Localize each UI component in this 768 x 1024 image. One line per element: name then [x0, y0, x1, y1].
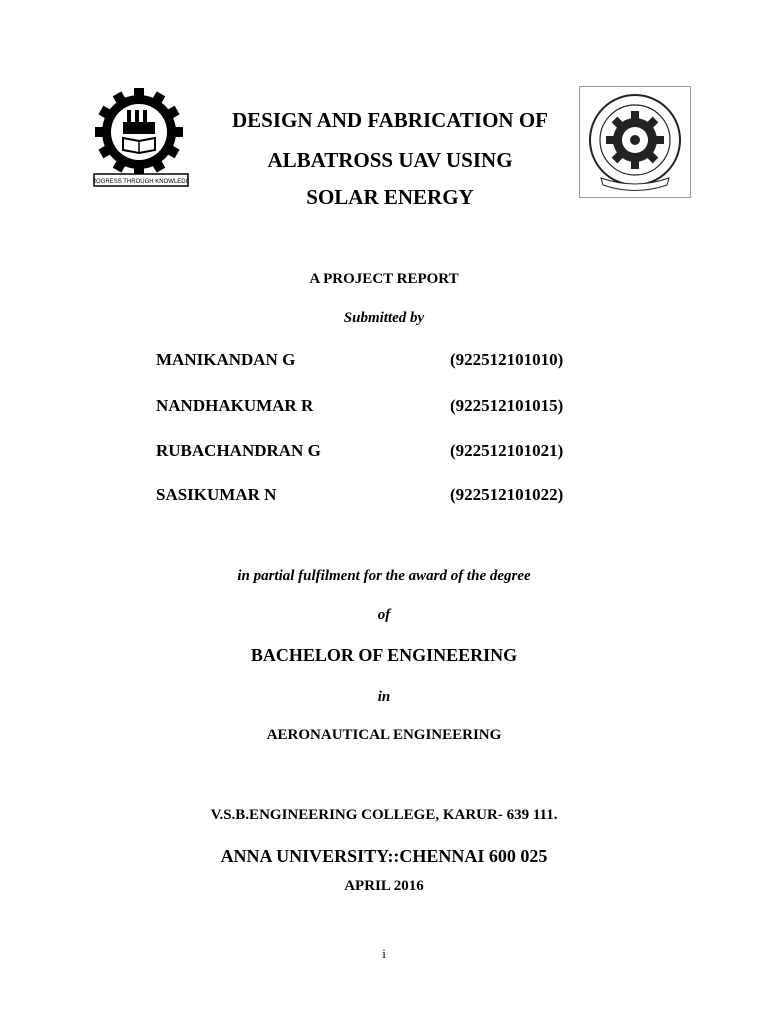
report-title-line-3: SOLAR ENERGY [306, 185, 474, 209]
report-title-line-1: DESIGN AND FABRICATION OF [231, 108, 548, 132]
fulfilment-statement: in partial fulfilment for the award of the degree [237, 568, 531, 584]
report-type: A PROJECT REPORT [309, 271, 459, 287]
report-title-line-2: ALBATROSS UAV USING [267, 148, 513, 172]
student-register-number: (922512101021) [450, 441, 564, 460]
submitted-by-label: Submitted by [343, 310, 425, 326]
student-register-number: (922512101010) [450, 350, 564, 369]
anna-university-logo [93, 88, 189, 188]
university-name: ANNA UNIVERSITY::CHENNAI 600 025 [220, 846, 548, 866]
anna-university-motto: PROGRESS THROUGH KNOWLEDGE [93, 179, 189, 185]
student-name: RUBACHANDRAN G [156, 441, 321, 460]
student-register-number: (922512101015) [450, 396, 564, 415]
student-name: NANDHAKUMAR R [156, 396, 314, 415]
page-number: i [382, 946, 386, 961]
student-register-number: (922512101022) [450, 485, 564, 504]
degree-name: BACHELOR OF ENGINEERING [250, 645, 518, 665]
in-label: in [377, 689, 391, 705]
college-address: V.S.B.ENGINEERING COLLEGE, KARUR- 639 111. [210, 807, 558, 823]
of-label: of [377, 607, 391, 623]
department-name: AERONAUTICAL ENGINEERING [266, 727, 502, 743]
student-name: MANIKANDAN G [156, 350, 296, 369]
submission-date: APRIL 2016 [344, 878, 424, 894]
vsb-college-logo [579, 86, 691, 198]
student-name: SASIKUMAR N [156, 485, 277, 504]
